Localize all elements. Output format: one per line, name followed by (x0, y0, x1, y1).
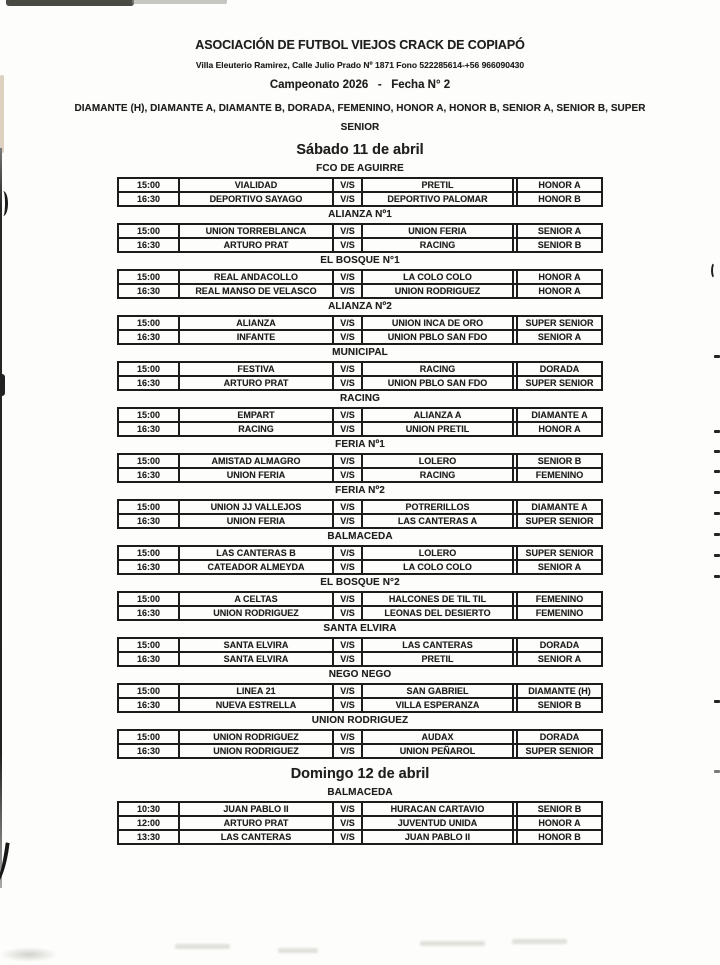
fixtures-table (117, 499, 603, 529)
away-team: HALCONES DE TIL TIL (362, 592, 513, 606)
vs-label: V/S (333, 698, 362, 712)
fixtures-table (117, 453, 603, 483)
match-row (118, 514, 602, 528)
categories-list (0, 99, 720, 137)
match-category: FEMENINO (517, 606, 602, 620)
match-time: 16:30 (118, 468, 179, 482)
match-category: DORADA (517, 730, 602, 744)
fixtures-table (117, 729, 603, 759)
home-team: EMPART (179, 408, 333, 422)
home-team: DEPORTIVO SAYAGO (179, 192, 333, 206)
match-row (118, 362, 602, 376)
away-team: PRETIL (362, 652, 513, 666)
vs-label: V/S (333, 376, 362, 390)
match-category: DORADA (517, 638, 602, 652)
venue-block (0, 669, 720, 713)
away-team: LA COLO COLO (362, 560, 513, 574)
match-category: SUPER SENIOR (517, 744, 602, 758)
vs-label: V/S (333, 224, 362, 238)
match-time: 15:00 (118, 454, 179, 468)
match-category: FEMENINO (517, 468, 602, 482)
match-time: 15:00 (118, 270, 179, 284)
away-team: RACING (362, 362, 513, 376)
away-team: LOLERO (362, 454, 513, 468)
away-team: UNION PEÑAROL (362, 744, 513, 758)
match-row (118, 408, 602, 422)
home-team: LINEA 21 (179, 684, 333, 698)
venue-block (0, 531, 720, 575)
vs-label: V/S (333, 422, 362, 436)
vs-label: V/S (333, 408, 362, 422)
home-team: REAL MANSO DE VELASCO (179, 284, 333, 298)
schedule (0, 142, 720, 845)
home-team: RACING (179, 422, 333, 436)
day-section (0, 142, 720, 759)
vs-label: V/S (333, 514, 362, 528)
scan-artifact-right-tick (714, 430, 720, 433)
match-category: HONOR A (517, 422, 602, 436)
venue-name: SANTA ELVIRA (323, 623, 397, 634)
fixtures-table (117, 683, 603, 713)
match-time: 15:00 (118, 546, 179, 560)
scan-artifact-bottom-smudge (0, 947, 58, 962)
away-team: VILLA ESPERANZA (362, 698, 513, 712)
home-team: SANTA ELVIRA (179, 652, 333, 666)
fixtures-table (117, 361, 603, 391)
match-time: 15:00 (118, 224, 179, 238)
venue-name: ALIANZA Nº2 (328, 301, 392, 312)
vs-label: V/S (333, 652, 362, 666)
away-team: UNION INCA DE ORO (362, 316, 513, 330)
away-team: LOLERO (362, 546, 513, 560)
away-team: PRETIL (362, 178, 513, 192)
vs-label: V/S (333, 178, 362, 192)
match-category: SENIOR B (517, 238, 602, 252)
match-category: SENIOR A (517, 224, 602, 238)
scan-artifact-right-tick (714, 450, 720, 453)
match-category: DIAMANTE A (517, 408, 602, 422)
venue-block (0, 255, 720, 299)
home-team: JUAN PABLO II (179, 802, 333, 816)
home-team: VIALIDAD (179, 178, 333, 192)
vs-label: V/S (333, 638, 362, 652)
vs-label: V/S (333, 316, 362, 330)
home-team: UNION RODRIGUEZ (179, 606, 333, 620)
match-category: SENIOR B (517, 454, 602, 468)
match-category: SENIOR B (517, 802, 602, 816)
match-row (118, 592, 602, 606)
vs-label: V/S (333, 684, 362, 698)
venue-block (0, 439, 720, 483)
fixtures-table (117, 591, 603, 621)
away-team: UNION PBLO SAN FDO (362, 330, 513, 344)
match-category: DIAMANTE A (517, 500, 602, 514)
day-section (0, 766, 720, 845)
match-row (118, 192, 602, 206)
away-team: LAS CANTERAS A (362, 514, 513, 528)
venue-name: EL BOSQUE N°1 (320, 255, 400, 266)
match-row (118, 224, 602, 238)
match-category: DORADA (517, 362, 602, 376)
venue-block (0, 715, 720, 759)
venue-name: BALMACEDA (327, 787, 393, 798)
home-team: NUEVA ESTRELLA (179, 698, 333, 712)
match-time: 15:00 (118, 684, 179, 698)
home-team: CATEADOR ALMEYDA (179, 560, 333, 574)
match-row (118, 684, 602, 698)
venue-name: EL BOSQUE N°2 (320, 577, 400, 588)
match-time: 12:00 (118, 816, 179, 830)
match-category: DIAMANTE (H) (517, 684, 602, 698)
vs-label: V/S (333, 362, 362, 376)
match-row (118, 270, 602, 284)
home-team: INFANTE (179, 330, 333, 344)
match-row (118, 238, 602, 252)
categories-line-1: DIAMANTE (H), DIAMANTE A, DIAMANTE B, DORADA, FEMENINO, HONOR A, HONOR B, SENIOR A, SENIOR B, SUPER (74, 103, 646, 114)
away-team: UNION FERIA (362, 224, 513, 238)
match-row (118, 500, 602, 514)
fixtures-table (117, 223, 603, 253)
away-team: UNION PBLO SAN FDO (362, 376, 513, 390)
scan-artifact-smudge (278, 948, 318, 953)
match-category: HONOR A (517, 284, 602, 298)
vs-label: V/S (333, 192, 362, 206)
scan-artifact-right-tick (714, 700, 720, 703)
day-label: Sábado 11 de abril (296, 142, 424, 158)
match-time: 16:30 (118, 422, 179, 436)
match-category: FEMENINO (517, 592, 602, 606)
vs-label: V/S (333, 830, 362, 844)
away-team: LEONAS DEL DESIERTO (362, 606, 513, 620)
match-time: 15:00 (118, 730, 179, 744)
match-row (118, 316, 602, 330)
away-team: LAS CANTERAS (362, 638, 513, 652)
home-team: ARTURO PRAT (179, 816, 333, 830)
home-team: ALIANZA (179, 316, 333, 330)
scan-artifact-right-tick (714, 355, 720, 358)
match-row (118, 454, 602, 468)
scan-artifact-right-tick (714, 554, 720, 557)
match-category: SUPER SENIOR (517, 546, 602, 560)
home-team: UNION FERIA (179, 514, 333, 528)
fixtures-table (117, 545, 603, 575)
match-row (118, 422, 602, 436)
scan-artifact-right-tick (714, 770, 720, 773)
vs-label: V/S (333, 468, 362, 482)
day-label: Domingo 12 de abril (290, 766, 430, 782)
home-team: UNION FERIA (179, 468, 333, 482)
venue-block (0, 787, 720, 845)
match-row (118, 178, 602, 192)
match-row (118, 744, 602, 758)
fixtures-table (117, 407, 603, 437)
match-row (118, 698, 602, 712)
association-address: Villa Eleuterio Ramirez, Calle Julio Prado Nº 1871 Fono 522285614-+56 966090430 (195, 60, 525, 70)
vs-label: V/S (333, 546, 362, 560)
fixtures-table (117, 269, 603, 299)
venue-name: ALIANZA Nº1 (328, 209, 392, 220)
match-time: 16:30 (118, 238, 179, 252)
match-time: 15:00 (118, 408, 179, 422)
venue-block (0, 485, 720, 529)
scan-artifact-smudge (512, 939, 567, 944)
match-row (118, 546, 602, 560)
match-row (118, 802, 602, 816)
venue-name: FERIA Nº1 (335, 439, 385, 450)
match-time: 10:30 (118, 802, 179, 816)
venue-block (0, 209, 720, 253)
scan-artifact-right-tick (714, 575, 720, 578)
venue-name: NEGO NEGO (328, 669, 392, 680)
venue-block (0, 577, 720, 621)
match-category: SUPER SENIOR (517, 316, 602, 330)
away-team: AUDAX (362, 730, 513, 744)
venue-name: FCO DE AGUIRRE (316, 163, 404, 174)
match-row (118, 330, 602, 344)
vs-label: V/S (333, 744, 362, 758)
away-team: POTRERILLOS (362, 500, 513, 514)
match-category: SENIOR B (517, 698, 602, 712)
venue-name: BALMACEDA (327, 531, 393, 542)
home-team: REAL ANDACOLLO (179, 270, 333, 284)
match-row (118, 376, 602, 390)
vs-label: V/S (333, 606, 362, 620)
away-team: SAN GABRIEL (362, 684, 513, 698)
vs-label: V/S (333, 284, 362, 298)
match-time: 16:30 (118, 652, 179, 666)
fixtures-table (117, 315, 603, 345)
venue-name: RACING (339, 393, 381, 404)
home-team: UNION JJ VALLEJOS (179, 500, 333, 514)
home-team: LAS CANTERAS (179, 830, 333, 844)
home-team: ARTURO PRAT (179, 376, 333, 390)
match-category: SENIOR A (517, 330, 602, 344)
match-category: SUPER SENIOR (517, 376, 602, 390)
away-team: RACING (362, 468, 513, 482)
match-row (118, 468, 602, 482)
fixtures-table (117, 177, 603, 207)
home-team: A CELTAS (179, 592, 333, 606)
venue-name: MUNICIPAL (332, 347, 388, 358)
venue-block (0, 301, 720, 345)
match-time: 15:00 (118, 638, 179, 652)
match-row (118, 830, 602, 844)
match-category: HONOR A (517, 270, 602, 284)
match-time: 15:00 (118, 178, 179, 192)
match-time: 16:30 (118, 744, 179, 758)
scan-artifact-right-tick (714, 512, 720, 515)
match-time: 16:30 (118, 330, 179, 344)
home-team: ARTURO PRAT (179, 238, 333, 252)
away-team: RACING (362, 238, 513, 252)
venue-block (0, 393, 720, 437)
scan-artifact-right-tick (714, 533, 720, 536)
match-time: 16:30 (118, 560, 179, 574)
venue-name: UNION RODRIGUEZ (311, 715, 409, 726)
match-row (118, 638, 602, 652)
match-time: 16:30 (118, 698, 179, 712)
venue-block (0, 163, 720, 207)
vs-label: V/S (333, 330, 362, 344)
scan-artifact-smudge (420, 941, 485, 946)
home-team: UNION RODRIGUEZ (179, 730, 333, 744)
away-team: HURACAN CARTAVIO (362, 802, 513, 816)
vs-label: V/S (333, 270, 362, 284)
match-row (118, 284, 602, 298)
away-team: JUVENTUD UNIDA (362, 816, 513, 830)
match-time: 13:30 (118, 830, 179, 844)
vs-label: V/S (333, 454, 362, 468)
away-team: UNION PRETIL (362, 422, 513, 436)
scan-artifact-right-tick (714, 491, 720, 494)
match-time: 15:00 (118, 316, 179, 330)
vs-label: V/S (333, 238, 362, 252)
match-category: HONOR B (517, 192, 602, 206)
fixtures-table (117, 801, 603, 845)
away-team: DEPORTIVO PALOMAR (362, 192, 513, 206)
away-team: ALIANZA A (362, 408, 513, 422)
match-time: 16:30 (118, 192, 179, 206)
match-row (118, 560, 602, 574)
scan-artifact-smudge (175, 944, 230, 949)
match-time: 15:00 (118, 592, 179, 606)
match-category: SENIOR A (517, 652, 602, 666)
match-category: SENIOR A (517, 560, 602, 574)
match-row (118, 606, 602, 620)
fixtures-table (117, 637, 603, 667)
home-team: UNION RODRIGUEZ (179, 744, 333, 758)
vs-label: V/S (333, 802, 362, 816)
match-row (118, 816, 602, 830)
match-time: 16:30 (118, 606, 179, 620)
away-team: UNION RODRIGUEZ (362, 284, 513, 298)
home-team: AMISTAD ALMAGRO (179, 454, 333, 468)
categories-line-2: SENIOR (340, 122, 380, 133)
match-category: SUPER SENIOR (517, 514, 602, 528)
vs-label: V/S (333, 560, 362, 574)
home-team: FESTIVA (179, 362, 333, 376)
away-team: LA COLO COLO (362, 270, 513, 284)
venue-name: FERIA Nº2 (335, 485, 385, 496)
venue-block (0, 347, 720, 391)
match-category: HONOR A (517, 178, 602, 192)
match-category: HONOR A (517, 816, 602, 830)
away-team: JUAN PABLO II (362, 830, 513, 844)
vs-label: V/S (333, 500, 362, 514)
match-time: 15:00 (118, 362, 179, 376)
vs-label: V/S (333, 730, 362, 744)
vs-label: V/S (333, 592, 362, 606)
association-title: ASOCIACIÓN DE FUTBOL VIEJOS CRACK DE COPIAPÓ (195, 38, 525, 52)
match-row (118, 652, 602, 666)
match-time: 15:00 (118, 500, 179, 514)
vs-label: V/S (333, 816, 362, 830)
match-category: HONOR B (517, 830, 602, 844)
match-time: 16:30 (118, 284, 179, 298)
scan-artifact-left-curve (0, 841, 10, 887)
home-team: UNION TORREBLANCA (179, 224, 333, 238)
match-time: 16:30 (118, 514, 179, 528)
home-team: LAS CANTERAS B (179, 546, 333, 560)
scan-artifact-right-tick (714, 470, 720, 473)
match-row (118, 730, 602, 744)
home-team: SANTA ELVIRA (179, 638, 333, 652)
scan-artifact-top-band (6, 0, 134, 6)
venue-block (0, 623, 720, 667)
championship-subtitle: Campeonato 2026 - Fecha N° 2 (269, 79, 451, 91)
scan-artifact-top-tail (132, 0, 227, 4)
match-time: 16:30 (118, 376, 179, 390)
